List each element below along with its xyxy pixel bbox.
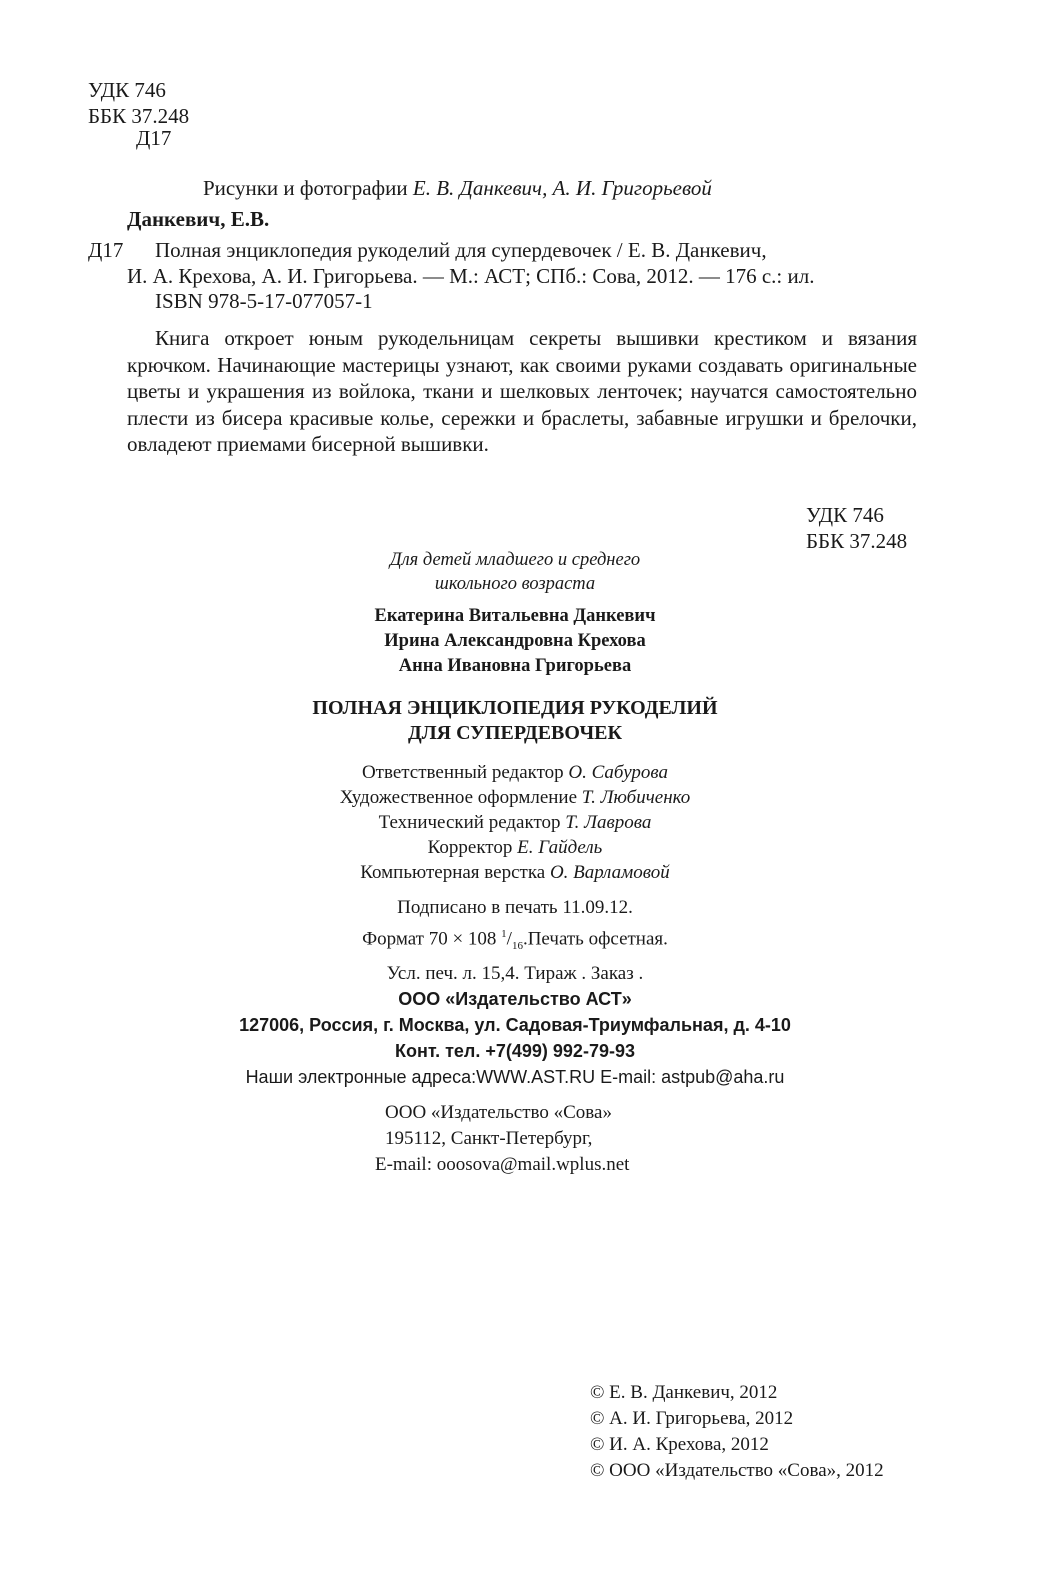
author-name: Екатерина Витальевна Данкевич xyxy=(374,606,656,626)
udk-code-right: УДК 746 xyxy=(806,503,884,527)
bibliographic-description xyxy=(127,237,917,289)
classification-block-right xyxy=(806,502,907,554)
publisher-ast-name: ООО «Издательство АСТ» xyxy=(398,989,632,1009)
author-name: Анна Ивановна Григорьева xyxy=(398,656,632,676)
credit-line xyxy=(280,760,750,785)
credit-name: О. Варламовой xyxy=(549,862,670,883)
publisher-sova-name: ООО «Издательство «Сова» xyxy=(385,1102,612,1123)
format-prefix: Формат 70 × 108 xyxy=(362,928,502,950)
credit-line xyxy=(280,835,750,860)
print-info xyxy=(300,894,730,987)
credit-name: Е. Гайдель xyxy=(517,837,603,858)
editorial-credits xyxy=(280,760,750,885)
author-name: Ирина Александровна Крехова xyxy=(384,631,646,651)
isbn: ISBN 978-5-17-077057-1 xyxy=(155,289,373,313)
credit-role: Художественное оформление xyxy=(339,787,582,808)
publisher-sova-address: 195112, Санкт-Петербург, xyxy=(385,1128,593,1149)
bibliographic-line-2: И. А. Крехова, А. И. Григорьева. — М.: АСТ; СПб.: Сова, 2012. — 176 с.: ил. xyxy=(127,264,815,288)
publisher-ast xyxy=(200,986,830,1090)
classification-block-top xyxy=(88,77,189,129)
book-title-line-2: ДЛЯ СУПЕРДЕВОЧЕК xyxy=(408,722,622,744)
copyright-line: © А. И. Григорьева, 2012 xyxy=(590,1408,794,1429)
copyright-block xyxy=(590,1380,884,1484)
format-denominator: 16 xyxy=(511,940,523,953)
author-mark: Д17 xyxy=(136,126,172,150)
book-title xyxy=(240,696,790,746)
annotation-paragraph: Книга откроет юным рукодельницам секреты вышивки крестиком и вязания крючком. Начинающие мастерицы узнают, как своими руками создавать оригинальные цветы и украшения из войлока, ткани и шелковых ленточек; научатся самостоятельно плести из бисера красивые колье, сережки и браслеты, забавные игрушки и брелочки, овладеют приемами бисерной вышивки. xyxy=(127,326,917,456)
illustrations-prefix: Рисунки и фотографии xyxy=(203,176,413,200)
audience-note xyxy=(300,548,730,596)
credit-name: Т. Любиченко xyxy=(581,787,691,808)
copyright-line: © Е. В. Данкевич, 2012 xyxy=(590,1382,778,1403)
credit-role: Компьютерная верстка xyxy=(360,862,550,883)
publisher-ast-emails: Наши электронные адреса:WWW.AST.RU E-mail: astpub@aha.ru xyxy=(245,1067,785,1087)
credit-name: Т. Лаврова xyxy=(565,812,652,833)
illustrations-credit xyxy=(203,175,712,201)
bibliographic-line-1: Полная энциклопедия рукоделий для супердевочек / Е. В. Данкевич, xyxy=(155,238,767,262)
credit-role: Технический редактор xyxy=(378,812,566,833)
illustrations-names: Е. В. Данкевич, А. И. Григорьевой xyxy=(412,176,712,200)
credit-line xyxy=(280,785,750,810)
publisher-sova-email: E-mail: ooosova@mail.wplus.net xyxy=(375,1154,630,1175)
format-numerator: 1 xyxy=(501,928,507,940)
publisher-ast-phone: Конт. тел. +7(499) 992-79-93 xyxy=(395,1041,635,1061)
format-slash: / xyxy=(506,928,512,950)
bbk-code-right: ББК 37.248 xyxy=(806,529,908,553)
bibliographic-mark: Д17 xyxy=(88,238,124,262)
author-heading: Данкевич, Е.В. xyxy=(127,207,270,231)
copyright-line: © ООО «Издательство «Сова», 2012 xyxy=(590,1460,884,1481)
publisher-ast-address: 127006, Россия, г. Москва, ул. Садовая-Триумфальная, д. 4-10 xyxy=(239,1015,791,1035)
credit-line xyxy=(280,860,750,885)
credit-line xyxy=(280,810,750,835)
bbk-code: ББК 37.248 xyxy=(88,104,190,128)
credit-name: О. Сабурова xyxy=(568,762,669,783)
print-sheets: Усл. печ. л. 15,4. Тираж . Заказ . xyxy=(386,963,644,985)
format-suffix: .Печать офсетная. xyxy=(522,928,668,950)
credit-role: Ответственный редактор xyxy=(361,762,569,783)
audience-line-1: Для детей младшего и среднего xyxy=(389,550,641,570)
print-signed: Подписано в печать 11.09.12. xyxy=(397,897,633,918)
authors-list xyxy=(300,604,730,679)
audience-line-2: школьного возраста xyxy=(434,574,596,594)
credit-role: Корректор xyxy=(427,837,518,858)
udk-code: УДК 746 xyxy=(88,78,166,102)
copyright-line: © И. А. Крехова, 2012 xyxy=(590,1434,769,1455)
publisher-sova xyxy=(375,1100,629,1178)
print-format xyxy=(300,921,730,960)
book-title-line-1: ПОЛНАЯ ЭНЦИКЛОПЕДИЯ РУКОДЕЛИЙ xyxy=(312,697,718,719)
